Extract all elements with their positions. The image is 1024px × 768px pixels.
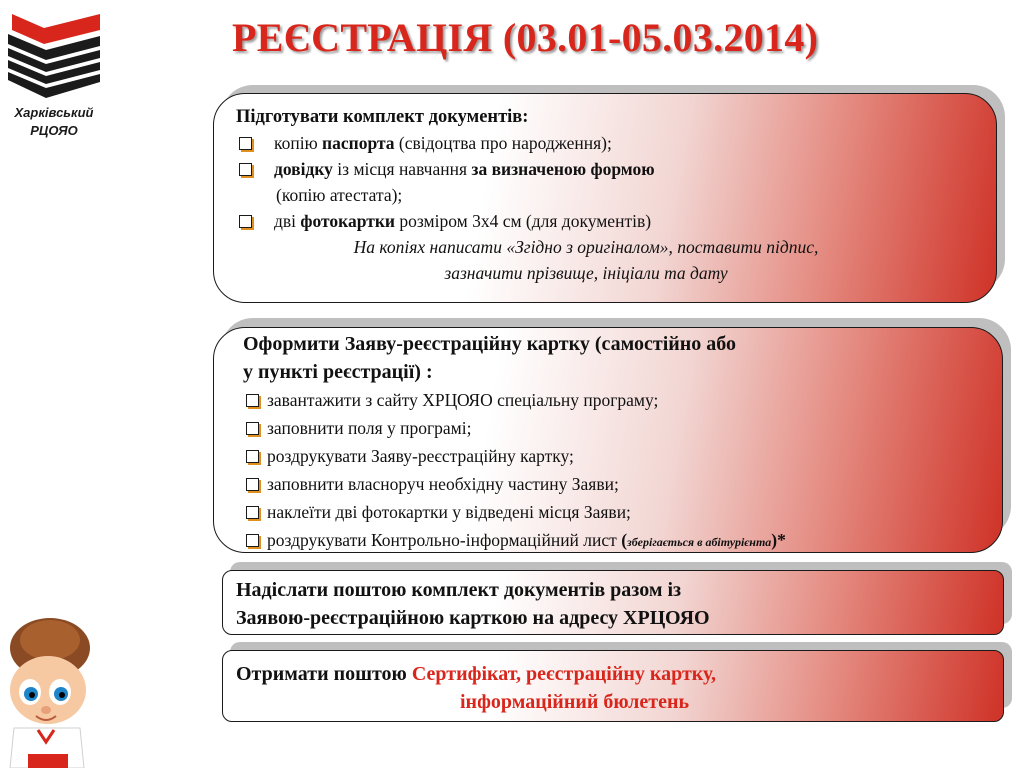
item-text: (свідоцтва про народження); — [394, 133, 612, 153]
mascot-boy-icon — [0, 612, 96, 768]
application-content — [243, 330, 983, 556]
logo-caption — [6, 104, 102, 140]
documents-heading: Підготувати комплект документів: — [236, 107, 529, 127]
item-text: роздрукувати Контрольно-інформаційний лист — [267, 530, 622, 550]
checkbox-bullet-icon — [246, 450, 259, 463]
receive-red-line1: Сертифікат, реєстраційну картку, — [411, 663, 717, 685]
list-item — [243, 498, 983, 526]
application-heading-line1: Оформити Заяву-реєстраційну картку (самостійно або — [243, 333, 737, 355]
receive-red-line2: інформаційний бюлетень — [460, 691, 690, 713]
list-item-continuation: (копію атестата); — [276, 185, 403, 205]
receive-content — [236, 660, 976, 716]
item-text: заповнити власноруч необхідну частину Заяви; — [267, 474, 619, 494]
list-item — [243, 526, 983, 556]
list-item — [243, 470, 983, 498]
send-line1: Надіслати поштою комплект документів разом із — [236, 579, 682, 601]
item-text: заповнити поля у програмі; — [267, 418, 472, 438]
send-content — [236, 576, 976, 632]
list-item — [243, 442, 983, 470]
checkbox-bullet-icon — [239, 137, 252, 150]
item-text: завантажити з сайту ХРЦОЯО спеціальну програму; — [267, 390, 659, 410]
item-bold: фотокартки — [300, 211, 395, 231]
note-line2: зазначити прізвище, ініціали та дату — [444, 263, 728, 283]
list-item — [243, 414, 983, 442]
item-text: розміром 3х4 см (для документів) — [394, 211, 652, 231]
checkbox-bullet-icon — [246, 506, 259, 519]
logo-caption-line1: Харківський — [14, 105, 94, 120]
checkbox-bullet-icon — [246, 394, 259, 407]
checkbox-bullet-icon — [246, 534, 259, 547]
page-title: РЕЄСТРАЦІЯ (03.01-05.03.2014) — [232, 15, 819, 60]
list-item — [236, 156, 976, 182]
application-heading-line2: у пункті реєстрації) : — [243, 361, 433, 383]
item-text: із місця навчання — [332, 159, 472, 179]
checkbox-bullet-icon — [239, 215, 252, 228]
list-item — [236, 130, 976, 156]
note-paren-open: ( — [621, 530, 628, 550]
logo-caption-line2: РЦОЯО — [30, 123, 78, 138]
item-text: роздрукувати Заяву-реєстраційну картку; — [267, 446, 574, 466]
item-note: зберігається в абітурієнта — [627, 535, 772, 549]
note-paren-close: )* — [771, 530, 786, 550]
item-bold: за визначеною формою — [471, 159, 655, 179]
logo-book-icon — [4, 6, 104, 106]
item-bold: паспорта — [322, 133, 395, 153]
item-text: дві — [274, 211, 301, 231]
note-line1: На копіях написати «Згідно з оригіналом», поставити підпис, — [353, 237, 819, 257]
checkbox-bullet-icon — [239, 163, 252, 176]
receive-pre: Отримати поштою — [236, 663, 412, 685]
item-text: копію — [274, 133, 323, 153]
checkbox-bullet-icon — [246, 422, 259, 435]
item-text: наклеїти дві фотокартки у відведені місця Заяви; — [267, 502, 631, 522]
list-item — [243, 386, 983, 414]
checkbox-bullet-icon — [246, 478, 259, 491]
list-item — [236, 208, 976, 234]
item-bold: довідку — [274, 159, 333, 179]
send-line2: Заявою-реєстраційною карткою на адресу ХРЦОЯО — [236, 607, 710, 629]
documents-content — [236, 104, 976, 286]
